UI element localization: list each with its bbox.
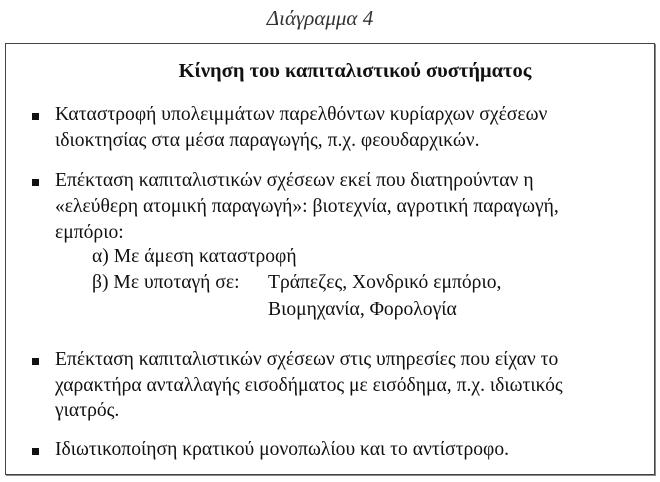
sub-item-b-line-2: Βιομηχανία, Φορολογία [268, 299, 457, 320]
bullet-3-line-1: Επέκταση καπιταλιστικών σχέσεων στις υπηρεσίες που είχαν το [55, 349, 559, 370]
bullet-icon [32, 179, 39, 186]
bullet-1-line-1: Καταστροφή υπολειμμάτων παρελθόντων κυρίαρχων σχέσεων [55, 104, 548, 125]
bullet-icon [32, 113, 39, 120]
diagram-caption: Διάγραμμα 4 [266, 6, 374, 30]
bullet-3-line-3: γιατρός. [55, 400, 120, 421]
bullet-2-line-2: «ελεύθερη ατομική παραγωγή»: βιοτεχνία, αγροτική παραγωγή, [55, 196, 559, 217]
sub-item-b-label: β) Με υποταγή σε: [92, 272, 240, 293]
bullet-3-line-2: χαρακτήρα ανταλλαγής εισοδήματος με εισόδημα, π.χ. ιδιωτικός [55, 375, 563, 396]
bullet-2-line-3: εμπόριο: [55, 222, 124, 243]
sub-item-b-line-1: Τράπεζες, Χονδρικό εμπόριο, [268, 272, 502, 293]
bullet-icon [32, 358, 39, 365]
bullet-icon [32, 448, 39, 455]
diagram-title: Κίνηση του καπιταλιστικού συστήματος [178, 60, 532, 82]
bullet-4-line-1: Ιδιωτικοποίηση κρατικού μονοπωλίου και το αντίστροφο. [55, 439, 510, 460]
sub-item-a: α) Με άμεση καταστροφή [92, 246, 297, 267]
bullet-2-line-1: Επέκταση καπιταλιστικών σχέσεων εκεί που διατηρούνταν η [55, 170, 534, 191]
bullet-1-line-2: ιδιοκτησίας στα μέσα παραγωγής, π.χ. φεουδαρχικών. [55, 130, 480, 151]
